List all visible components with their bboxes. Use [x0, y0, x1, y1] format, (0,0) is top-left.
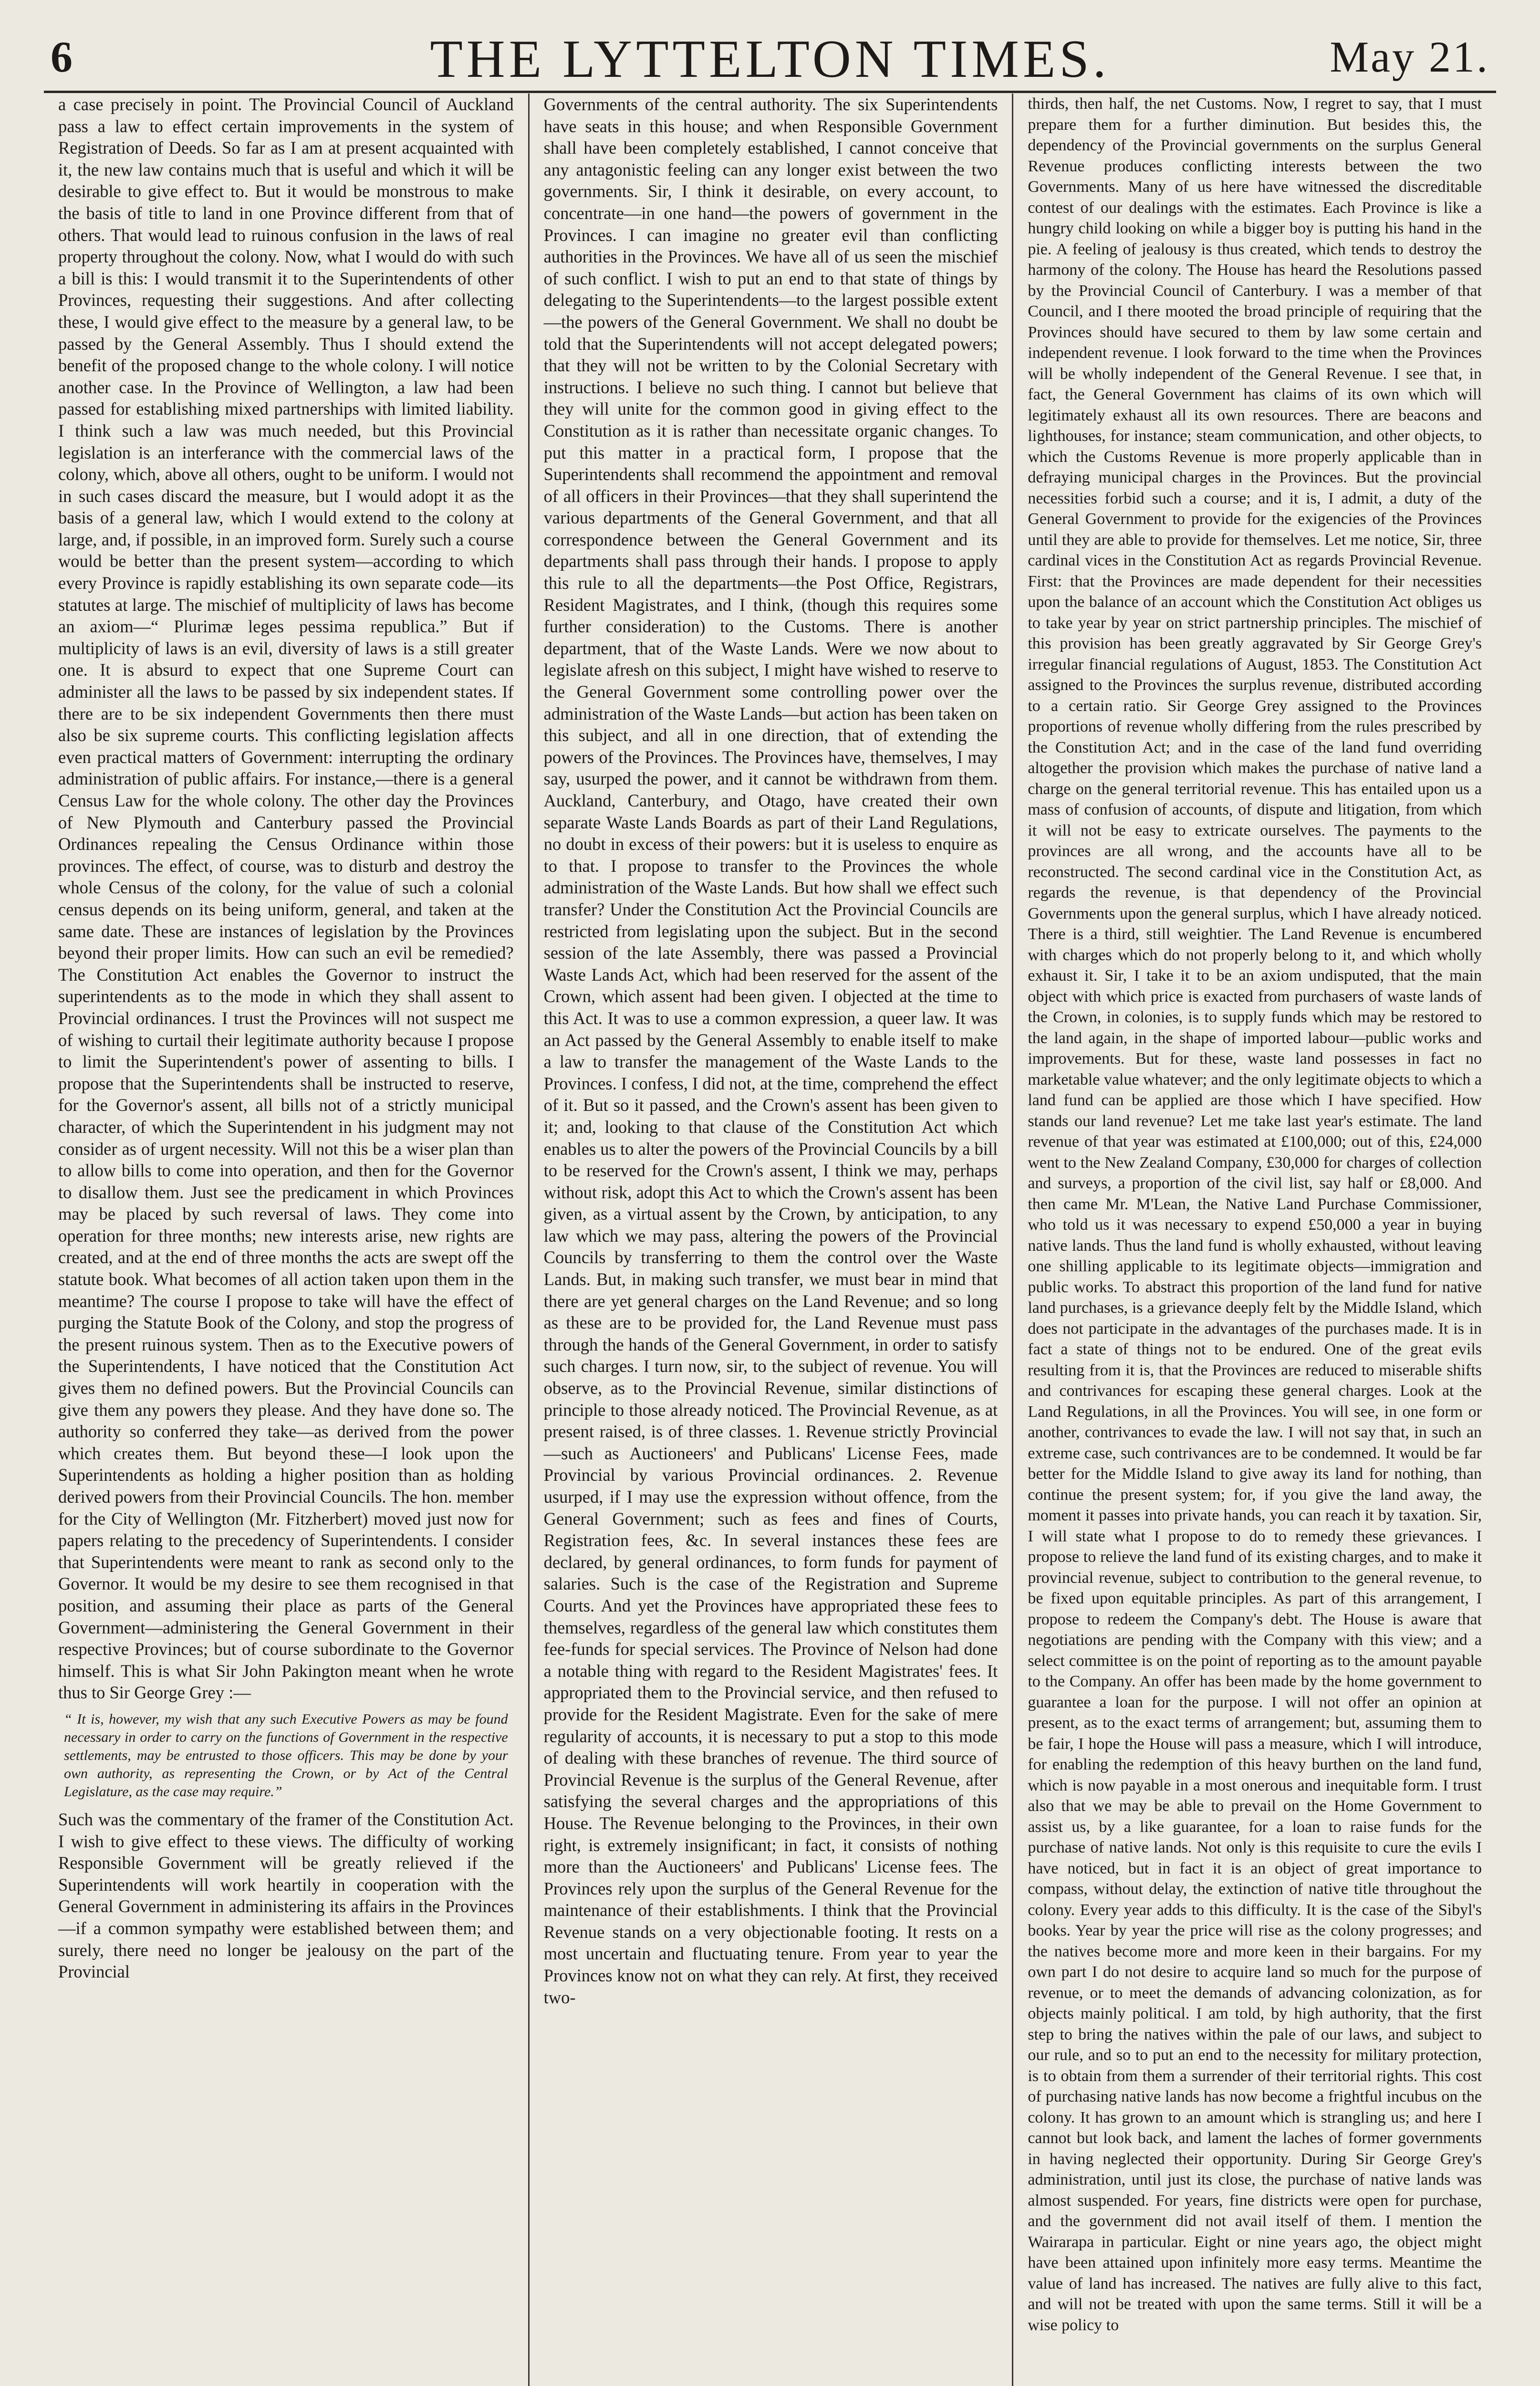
column-1-text: a case precisely in point. The Provincial Council of Auckland pass a law to effect certain improvements in the system of Registration of Deeds. So far as I am at present acquainted with it, the new law contains much that is useful and which it will be desirable to give effect to. But it would be monstrous to make the basis of title to land in one Province different from that of others. That would lead to ruinous confusion in the laws of real property throughout the colony. Now, what I would do with such a bill is this: I would transmit it to the Superintendents of other Provinces, requesting their suggestions. And after collecting these, I would give effect to the measure by a general law, to be passed by the General Assembly. Thus I should extend the benefit of the proposed change to the whole colony. I will notice another case. In the Province of Wellington, a law had been passed for establishing mixed partnerships with limited liability. I think such a law was much needed, but this Provincial legislation is an interferance with the commercial laws of the colony, which, above all others, ought to be uniform. I would not in such cases discard the measure, but I would adopt it as the basis of a general law, which I would extend to the colony at large, and, if possible, in an improved form. Surely such a course would be better than the present system—according to which every Province is rapidly establishing its own separate code—its statutes at large. The mischief of multiplicity of laws has become an axiom—“ Plurimæ leges pessima republica.” But if multiplicity of laws is an evil, diversity of laws is a still greater one. It is absurd to expect that one Supreme Court can administer all the laws to be passed by six independent states. If there are to be six independent Governments then there must also be six supreme courts. This conflicting legislation affects even practical matters of Government: interrupting the ordinary administration of public affairs. For instance,—there is a general Census Law for the whole colony. The other day the Provinces of New Plymouth and Canterbury passed the Provincial Ordinances repealing the Census Ordinance within those provinces. The effect, of course, was to disturb and destroy the whole Census of the colony, for the value of such a colonial census depends on its being uniform, general, and taken at the same date. These are instances of legislation by the Provinces beyond their proper limits. How can such an evil be remedied? The Constitution Act enables the Governor to instruct the superintendents as to the mode in which they shall assent to Provincial ordinances. I trust the Provinces will not suspect me of wishing to curtail their legitimate authority because I propose to limit the Superintendent's power of assenting to bills. I propose that the Superintendents shall be instructed to reserve, for the Governor's assent, all bills not of a strictly municipal character, of which the Superintendent in his judgment may not consider as of urgent necessity. Will not this be a wiser plan than to allow bills to come into operation, and then for the Governor to disallow them. Just see the predicament in which Provinces may be placed by such reversal of laws. They come into operation for three months; new interests arise, new rights are created, and at the end of three months the acts are swept off the statute book. What becomes of all action taken upon them in the meantime? The course I propose to take will have the effect of purging the Statute Book of the Colony, and stop the progress of the present ruinous system. Then as to the Executive powers of the Superintendents, I have noticed that the Constitution Act gives them no defined powers. But the Provincial Councils can give them any powers they please. And they have done so. The authority so conferred they take—as derived from the power which creates them. But beyond these—I look upon the Superintendents as holding a higher position than as holding derived powers from their Provincial Councils. The hon. member for the City of Wellington (Mr. Fitzherbert) moved just now for papers relating to the precedency of Superintendents. I consider that Superintendents were meant to rank as second only to the Governor. It would be my desire to see them recognised in that position, and assuming their place as parts of the General Government—administering the General Government in their respective Provinces; but of course subordinate to the Governor himself. This is what Sir John Pakington meant when he wrote thus to Sir George Grey :—: [58, 94, 514, 1703]
page-number: 6: [51, 32, 73, 81]
newspaper-title: THE LYTTELTON TIMES.: [430, 30, 1110, 89]
column-2: [528, 94, 1012, 2386]
masthead: [44, 19, 1496, 93]
issue-date: May 21.: [1330, 32, 1489, 81]
column-1-after-quote: Such was the commentary of the framer of the Constitution Act. I wish to give effect to these views. The difficulty of working Responsible Government will be greatly relieved if the Superintendents will work heartily in cooperation with the General Government in administering its affairs in the Provinces—if a common sympathy were established between them; and surely, there need no longer be jealousy on the part of the Provincial: [58, 1809, 514, 1982]
column-1: [44, 94, 528, 2386]
pakington-quote: “ It is, however, my wish that any such Executive Powers as may be found necessary in order to carry on the functions of Government in the respective settlements, may be entrusted to those officers. This may be done by your own authority, as representing the Crown, or by Act of the Central Legislature, as the case may require.”: [64, 1711, 508, 1800]
article-columns: [44, 94, 1496, 2386]
column-2-text: Governments of the central authority. The six Superintendents have seats in this house; and when Responsible Government shall have been completely established, I cannot conceive that any antagonistic feeling can any longer exist between the two governments. Sir, I think it desirable, on every account, to concentrate—in one hand—the powers of government in the Provinces. I can imagine no greater evil than conflicting authorities in the Provinces. We have all of us seen the mischief of such conflict. I wish to put an end to that state of things by delegating to the Superintendents—to the largest possible extent—the powers of the General Government. We shall no doubt be told that the Superintendents will not accept delegated powers; that they will not be written to by the Colonial Secretary with instructions. I believe no such thing. I cannot but believe that they will unite for the common good in giving effect to the Constitution as it is rather than necessitate organic changes. To put this matter in a practical form, I propose that the Superintendents shall recommend the appointment and removal of all officers in their Provinces—that they shall superintend the various departments of the General Government, and that all correspondence between the General Government and its departments shall pass through their hands. I propose to apply this rule to all the departments—the Post Office, Registrars, Resident Magistrates, and I think, (though this requires some further consideration) to the Customs. There is another department, that of the Waste Lands. Were we now about to legislate afresh on this subject, I might have wished to reserve to the General Government some controlling power over the administration of the Waste Lands—but action has been taken on this subject, and all in one direction, that of extending the powers of the Provinces. The Provinces have, themselves, I may say, usurped the power, and it cannot be withdrawn from them. Auckland, Canterbury, and Otago, have created their own separate Waste Lands Boards as part of their Land Regulations, no doubt in excess of their powers: but it is useless to enquire as to that. I propose to transfer to the Provinces the whole administration of the Waste Lands. But how shall we effect such transfer? Under the Constitution Act the Provincial Councils are restricted from legislating upon the subject. But in the second session of the late Assembly, there was passed a Provincial Waste Lands Act, which had been reserved for the assent of the Crown, which assent had been given. I objected at the time to this Act. It was to use a common expression, a queer law. It was an Act passed by the General Assembly to enable itself to make a law to transfer the management of the Waste Lands to the Provinces. I confess, I did not, at the time, comprehend the effect of it. But so it passed, and the Crown's assent has been given to it; and, looking to that clause of the Constitution Act which enables us to alter the powers of the Provincial Councils by a bill to be reserved for the Crown's assent, I think we may, perhaps without risk, adopt this Act to which the Crown's assent has been given, as a virtual assent by the Crown, by anticipation, to any law which we may pass, altering the powers of the Provincial Councils by transferring to them the control over the Waste Lands. But, in making such transfer, we must bear in mind that there are yet general charges on the Land Revenue; and so long as these are to be provided for, the Land Revenue must pass through the hands of the General Government, in order to satisfy such charges. I turn now, sir, to the subject of revenue. You will observe, as to the Provincial Revenue, similar distinctions of principle to those already noticed. The Provincial Revenue, as at present raised, is of three classes. 1. Revenue strictly Provincial—such as Auctioneers' and Publicans' License Fees, made Provincial by various Provincial ordinances. 2. Revenue usurped, if I may use the expression without offence, from the General Government; such as fees and fines of Courts, Registration fees, &c. In several instances these fees are declared, by general ordinances, to form funds for payment of salaries. Such is the case of the Registration and Supreme Courts. And yet the Provinces have appropriated these fees to themselves, regardless of the general law which constitutes them fee-funds for special services. The Province of Nelson had done a notable thing with regard to the Resident Magistrates' fees. It appropriated them to the Provincial service, and then refused to provide for the Resident Magistrate. Even for the sake of mere regularity of accounts, it is necessary to put a stop to this mode of dealing with these branches of revenue. The third source of Provincial Revenue is the surplus of the General Revenue, after satisfying the several charges and the appropriations of this House. The Revenue belonging to the Provinces, in their own right, is extremely insignificant; in fact, it consists of nothing more than the Auctioneers' and Publicans' License fees. The Provinces rely upon the surplus of the General Revenue for the maintenance of their establishments. I think that the Provincial Revenue stands on a very objectionable footing. It rests on a most uncertain and fluctuating tenure. From year to year the Provinces know not on what they can rely. At first, they received two-: [543, 94, 998, 2007]
column-3: [1012, 94, 1496, 2386]
column-3-text: thirds, then half, the net Customs. Now, I regret to say, that I must prepare them for a further diminution. But besides this, the dependency of the Provincial governments on the surplus General Revenue produces conflicting interests between the two Governments. Many of us here have witnessed the discreditable contest of our dealings with the estimates. Each Province is like a hungry child looking on while a bigger boy is putting his hand in the pie. A feeling of jealousy is thus created, which tends to destroy the harmony of the colony. The House has heard the Resolutions passed by the Provincial Council of Canterbury. I was a member of that Council, and I there mooted the broad principle of requiring that the Provinces should have secured to them by law some certain and independent revenue. I look forward to the time when the Provinces will be wholly independent of the General Revenue. I see that, in fact, the General Government has claims of its own which will legitimately exhaust all its own resources. There are beacons and lighthouses, for instance; steam communication, and other objects, to which the Customs Revenue is more properly applicable than in defraying municipal charges in the Provinces. But the provincial necessities forbid such a course; and it is, I admit, a duty of the General Government to provide for the exigencies of the Provinces until they are able to provide for themselves. Let me notice, Sir, three cardinal vices in the Constitution Act as regards Provincial Revenue. First: that the Provinces are made dependent for their necessities upon the balance of an account which the Constitution Act obliges us to take year by year on strict partnership principles. The mischief of this provision has been greatly aggravated by Sir George Grey's irregular financial regulations of August, 1853. The Constitution Act assigned to the Provinces the surplus revenue, distributed according to a certain ratio. Sir George Grey assigned to the Provinces proportions of revenue wholly differing from the rules prescribed by the Constitution Act; and in the case of the land fund overriding altogether the provision which makes the purchase of native land a charge on the general territorial revenue. This has entailed upon us a mass of confusion of accounts, of dispute and litigation, from which it will not be easy to extricate ourselves. The payments to the provinces are all wrong, and the accounts have all to be reconstructed. The second cardinal vice in the Constitution Act, as regards the revenue, is that dependency of the Provincial Governments upon the general surplus, which I have already noticed. There is a third, still weightier. The Land Revenue is encumbered with charges which do not properly belong to it, and which wholly exhaust it. Sir, I take it to be an axiom undisputed, that the main object with which price is exacted from purchasers of waste lands of the Crown, in colonies, is to supply funds which may be restored to the land again, in the shape of imported labour—public works and improvements. But for these, waste land possesses in fact no marketable value whatever; and the only legitimate objects to which a land fund can be applied are those which I have specified. How stands our land revenue? Let me take last year's estimate. The land revenue of that year was estimated at £100,000; out of this, £24,000 went to the New Zealand Company, £30,000 for charges of collection and surveys, a proportion of the civil list, say half or £8,000. And then came Mr. M'Lean, the Native Land Purchase Commissioner, who told us it was necessary to expend £50,000 a year in buying native lands. Thus the land fund is wholly exhausted, without leaving one shilling applicable to its legitimate objects—immigration and public works. To abstract this proportion of the land fund for native land purchases, is a grievance deeply felt by the Middle Island, which does not participate in the advantages of the purchases made. It is in fact a state of things not to be endured. One of the great evils resulting from it is, that the Provinces are reduced to miserable shifts and contrivances for escaping these general charges. Look at the Land Regulations, in all the Provinces. You will see, in one form or another, contrivances to evade the law. I will not say that, in such an extreme case, such contrivances are to be condemned. It would be far better for the Middle Island to give away its land for nothing, than continue the present system; for, if you give the land away, the moment it passes into private hands, you can reach it by taxation. Sir, I will state what I propose to do to remedy these grievances. I propose to relieve the land fund of its existing charges, and to make it provincial revenue, subject to contribution to the general revenue, to be fixed upon equitable principles. As part of this arrangement, I propose to redeem the Company's debt. The House is aware that negotiations are pending with the Company with this view; and a select committee is on the point of reporting as to the amount payable to the Company. An offer has been made by the home government to guarantee a loan for the purpose. I will not offer an opinion at present, as to the exact terms of arrangement; but, assuming them to be fair, I hope the House will pass a measure, which I will introduce, for enabling the redemption of this heavy burthen on the land fund, which is now payable in a most onerous and inequitable form. I trust also that we may be able to prevail on the Home Government to assist us, by a like guarantee, for a loan to raise funds for the purchase of native lands. Not only is this requisite to cure the evils I have noticed, but in fact it is an object of great importance to compass, without delay, the extinction of native title throughout the colony. Every year adds to this difficulty. It is the case of the Sibyl's books. Year by year the price will rise as the colony progresses; and the natives become more and more keen in their bargains. For my own part I do not desire to acquire land so much for the purpose of revenue, or to meet the demands of advancing colonization, as for objects mainly political. I am told, by high authority, that the first step to bring the natives within the pale of our laws, and subject to our rule, and so to put an end to the necessity for military protection, is to obtain from them a surrender of their territorial rights. This cost of purchasing native lands has now become a frightful incubus on the colony. It has grown to an amount which is strangling us; and here I cannot but look back, and lament the laches of former governments in having neglected their opportunity. During Sir George Grey's administration, until just its close, the purchase of native lands was almost suspended. For years, fine districts were open for purchase, and the government did not avail itself of them. I mention the Wairarapa in particular. Eight or nine years ago, the object might have been attained upon infinitely more easy terms. Meantime the value of land has increased. The natives are fully alive to this fact, and will not be treated with upon the same terms. Still it will be a wise policy to: [1028, 95, 1482, 2334]
